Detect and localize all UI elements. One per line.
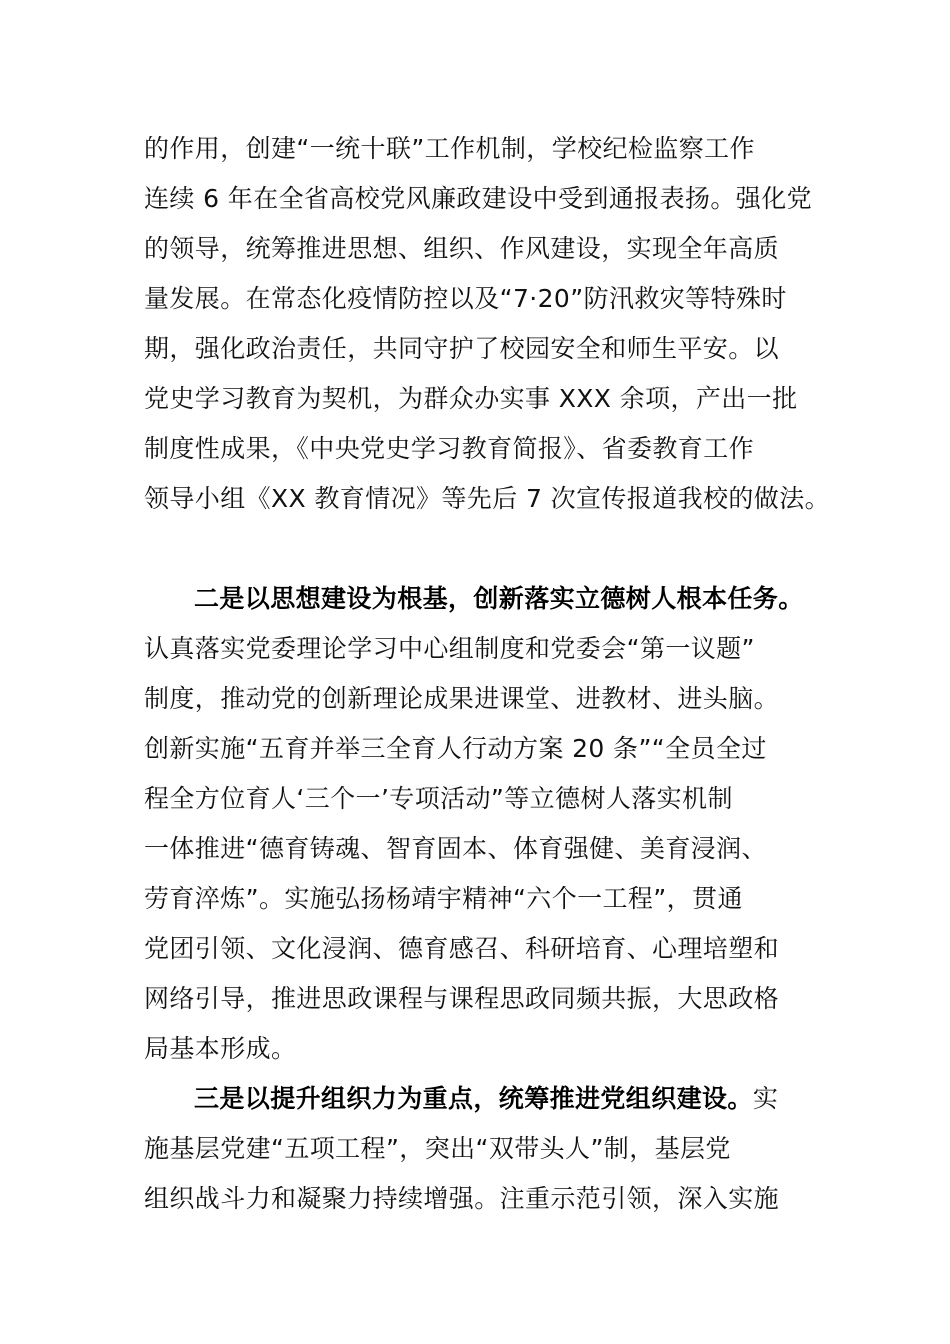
heading-line bbox=[194, 1074, 874, 1124]
text-line: 量发展。在常态化疫情防控以及“7·20”防汛救灾等特殊时 bbox=[144, 284, 787, 313]
text-line: 连续 6 年在全省高校党风廉政建设中受到通报表扬。强化党 bbox=[144, 184, 813, 213]
heading-tail-text: 实 bbox=[752, 1084, 779, 1113]
text-line: 组织战斗力和凝聚力持续增强。注重示范引领，深入实施 bbox=[144, 1184, 780, 1213]
text-line: 制度，推动党的创新理论成果进课堂、进教材、进头脑。 bbox=[144, 684, 780, 713]
text-line: 制度性成果，《中央党史学习教育简报》、省委教育工作 bbox=[144, 434, 755, 463]
text-line: 的作用，创建“一统十联”工作机制，学校纪检监察工作 bbox=[144, 134, 755, 163]
text-line: 领导小组《XX 教育情况》等先后 7 次宣传报道我校的做法。 bbox=[144, 484, 831, 513]
text-line: 认真落实党委理论学习中心组制度和党委会“第一议题” bbox=[144, 634, 755, 663]
text-line: 创新实施“五育并举三全育人行动方案 20 条”“全员全过 bbox=[144, 734, 767, 763]
text-line: 党团引领、文化浸润、德育感召、科研培育、心理培塑和 bbox=[144, 934, 780, 963]
text-line: 程全方位育人‘三个一’专项活动”等立德树人落实机制 bbox=[144, 784, 733, 813]
text-line: 网络引导，推进思政课程与课程思政同频共振，大思政格 bbox=[144, 984, 780, 1013]
text-line: 局基本形成。 bbox=[144, 1034, 297, 1063]
text-line: 劳育淬炼”。实施弘扬杨靖宇精神“六个一工程”，贯通 bbox=[144, 884, 743, 913]
section-heading: 三是以提升组织力为重点，统筹推进党组织建设。 bbox=[194, 1084, 753, 1113]
text-line: 的领导，统筹推进思想、组织、作风建设，实现全年高质 bbox=[144, 234, 780, 263]
text-line: 期，强化政治责任，共同守护了校园安全和师生平安。以 bbox=[144, 334, 780, 363]
section-heading: 二是以思想建设为根基，创新落实立德树人根本任务。 bbox=[194, 584, 804, 613]
text-line: 施基层党建“五项工程”，突出“双带头人”制，基层党 bbox=[144, 1134, 731, 1163]
text-line: 一体推进“德育铸魂、智育固本、体育强健、美育浸润、 bbox=[144, 834, 767, 863]
text-line: 党史学习教育为契机，为群众办实事 XXX 余项，产出一批 bbox=[144, 384, 798, 413]
